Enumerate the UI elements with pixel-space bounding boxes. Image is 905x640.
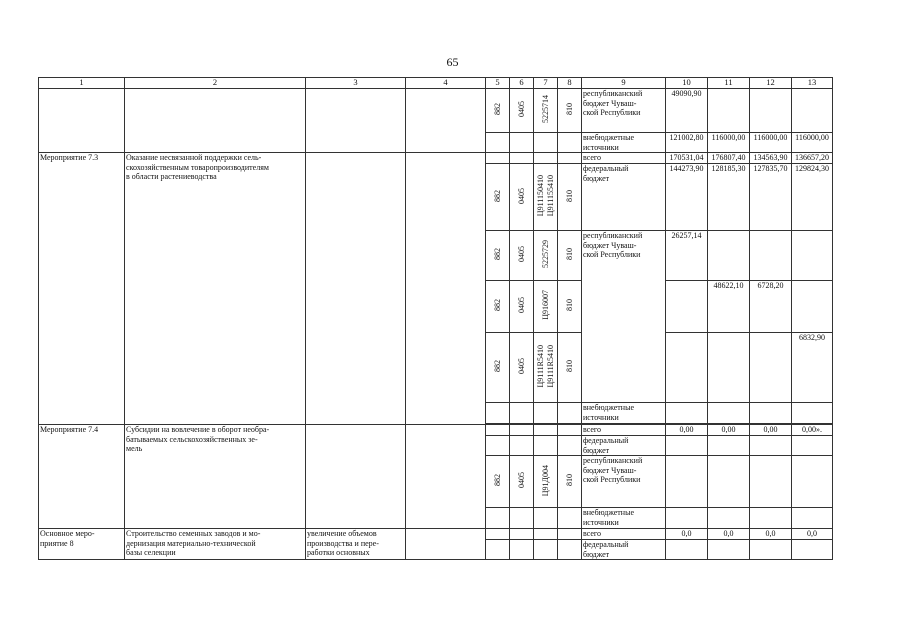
col-header: 3 <box>306 78 406 89</box>
funding-source: внебюджетные источники <box>582 508 666 529</box>
funding-source: всего <box>582 153 666 164</box>
funding-source: федеральный бюджет <box>582 540 666 560</box>
section-code: 0405 <box>516 101 526 118</box>
value-cell: 6728,20 <box>750 281 792 333</box>
target-code: Ц9111R5410 <box>545 344 555 388</box>
admin-code: 882 <box>492 474 502 487</box>
value-cell: 0,0 <box>708 529 750 540</box>
section-code: 0405 <box>516 246 526 263</box>
value-cell: 170531,04 <box>666 153 708 164</box>
target-code: Ц911155410 <box>545 175 555 217</box>
expense-type-code: 810 <box>564 103 574 116</box>
expense-type-code: 810 <box>564 189 574 202</box>
funding-source: республиканский бюджет Чуваш- ской Республики <box>582 456 666 508</box>
col-header: 13 <box>792 78 833 89</box>
value-cell: 116000,00 <box>708 133 750 153</box>
col-header: 1 <box>39 78 125 89</box>
col-header: 10 <box>666 78 708 89</box>
funding-source: республиканский бюджет Чуваш- ской Республики <box>582 231 666 403</box>
value-cell: 144273,90 <box>666 164 708 231</box>
value-cell: 176807,40 <box>708 153 750 164</box>
col-header: 4 <box>406 78 486 89</box>
target-code: Ц9111R5410 <box>536 344 545 388</box>
col-header: 5 <box>486 78 510 89</box>
col-header: 2 <box>125 78 306 89</box>
admin-code: 882 <box>492 103 502 116</box>
table-row <box>39 529 833 540</box>
target-code: Ц911150410 <box>536 175 545 217</box>
column-number-row <box>39 78 833 89</box>
col-header: 9 <box>582 78 666 89</box>
measure-number: Мероприятие 7.3 <box>39 153 125 425</box>
value-cell: 0,00 <box>750 425 792 436</box>
col-header: 12 <box>750 78 792 89</box>
value-cell: 26257,14 <box>666 231 708 281</box>
value-cell: 0,00 <box>708 425 750 436</box>
value-cell: 0,0 <box>750 529 792 540</box>
measure-number: Основное меро- приятие 8 <box>39 529 125 560</box>
value-cell: 116000,00 <box>792 133 833 153</box>
value-cell: 0,0 <box>792 529 833 540</box>
expense-type-code: 810 <box>564 474 574 487</box>
table-row <box>39 89 833 133</box>
admin-code: 882 <box>492 189 502 202</box>
section-code: 0405 <box>516 472 526 489</box>
value-cell: 6832,90 <box>792 333 833 403</box>
target-code: 5225714 <box>540 95 550 124</box>
budget-table <box>38 77 833 560</box>
target-code: Ц91Д004 <box>540 464 550 496</box>
value-cell: 127835,70 <box>750 164 792 231</box>
section-code: 0405 <box>516 358 526 375</box>
page-number: 65 <box>446 55 459 69</box>
measure-description: Строительство семенных заводов и мо- дернизация материально-технической базы селекции <box>125 529 306 560</box>
admin-code: 882 <box>492 248 502 261</box>
col-header: 6 <box>510 78 534 89</box>
col-header: 11 <box>708 78 750 89</box>
funding-source: внебюджетные источники <box>582 403 666 424</box>
admin-code: 882 <box>492 299 502 312</box>
value-cell: 0,00 <box>666 425 708 436</box>
funding-source: внебюджетные источники <box>582 133 666 153</box>
value-cell: 128185,30 <box>708 164 750 231</box>
table-row <box>39 425 833 436</box>
target-code: 5225729 <box>540 240 550 269</box>
expected-result: увеличение объемов производства и пере- работки основных <box>306 529 406 560</box>
section-code: 0405 <box>516 187 526 204</box>
funding-source: всего <box>582 425 666 436</box>
value-cell: 48622,10 <box>708 281 750 333</box>
col-header: 7 <box>534 78 558 89</box>
value-cell: 0,00». <box>792 425 833 436</box>
value-cell: 116000,00 <box>750 133 792 153</box>
value-cell: 134563,90 <box>750 153 792 164</box>
funding-source: республиканский бюджет Чуваш- ской Республики <box>582 89 666 133</box>
measure-description: Оказание несвязанной поддержки сель- скохозяйственным товаропроизводителям в области растениеводства <box>125 153 306 425</box>
funding-source: федеральный бюджет <box>582 436 666 456</box>
col-header: 8 <box>558 78 582 89</box>
expense-type-code: 810 <box>564 299 574 312</box>
value-cell: 136657,20 <box>792 153 833 164</box>
admin-code: 882 <box>492 360 502 373</box>
target-code: Ц916007 <box>540 290 550 321</box>
value-cell: 129824,30 <box>792 164 833 231</box>
expense-type-code: 810 <box>564 360 574 373</box>
funding-source: федеральный бюджет <box>582 164 666 231</box>
measure-description: Субсидии на вовлечение в оборот необра- батываемых сельскохозяйственных зе- мель <box>125 425 306 529</box>
expense-type-code: 810 <box>564 248 574 261</box>
table-row <box>39 153 833 164</box>
section-code: 0405 <box>516 297 526 314</box>
funding-source: всего <box>582 529 666 540</box>
value-cell: 121002,80 <box>666 133 708 153</box>
measure-number: Мероприятие 7.4 <box>39 425 125 529</box>
value-cell: 49090,90 <box>666 89 708 133</box>
value-cell: 0,0 <box>666 529 708 540</box>
